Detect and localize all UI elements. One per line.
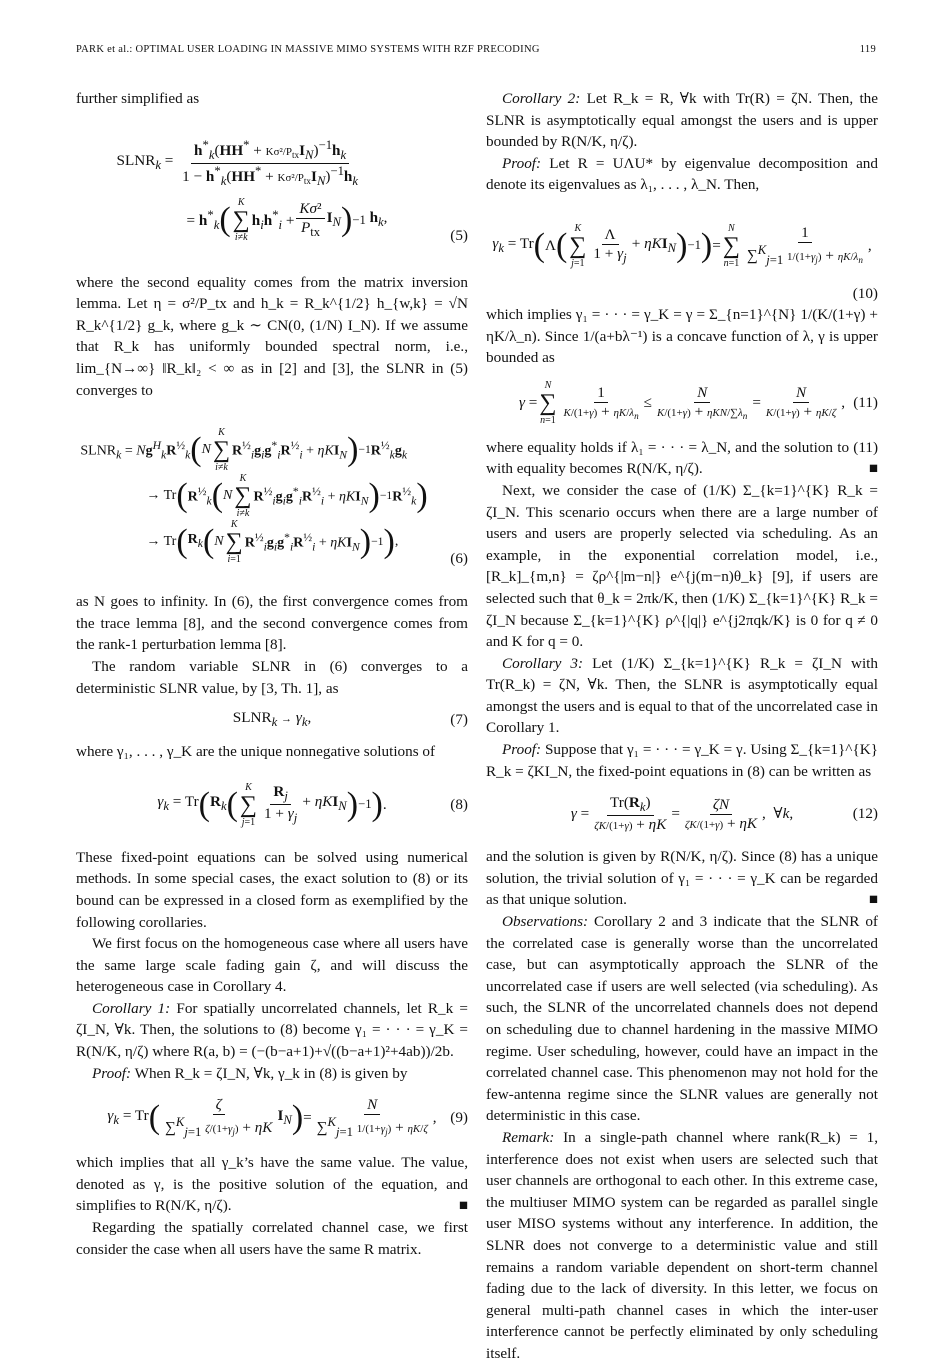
qed-mark: ■ — [868, 460, 878, 478]
running-head: PARK et al.: OPTIMAL USER LOADING IN MASSIVE MIMO SYSTEMS WITH RZF PRECODING — [76, 44, 540, 55]
corollary-title: Corollary 2: — [502, 90, 581, 107]
proof-title: Proof: — [502, 741, 542, 759]
right-column — [486, 88, 878, 1365]
equation-number: (8) — [450, 795, 468, 813]
left-column — [76, 88, 468, 1260]
corollary-1 — [76, 998, 468, 1063]
equation-number: (5) — [450, 226, 468, 244]
equation-9: $\gamma_k = Tr$ ( $\frac{\zeta}{\sum^K_{j=1} \zeta/(1+\gamma_j) + \eta K}$ $I_N$ ) = $\frac{N}{\sum^K_{j=1} 1/(1+\gamma_j) + \eta K/\zeta}$ , (9) — [107, 1095, 468, 1140]
paragraph: where equality holds if λ₁ = · · · = λ_N, and the solution to (11) with equality becomes R(N/K, η/ζ). ■ — [486, 437, 878, 480]
paragraph: The random variable SLNR in (6) converges to a deterministic SLNR value, by [3, Th. 1], as — [76, 657, 468, 697]
remark — [486, 1127, 878, 1365]
qed-mark: ■ — [868, 891, 878, 909]
proof-text: Let R = UΛU* by eigenvalue decomposition and denote its eigenvalues as λ₁, . . . , λ_N. Then, — [486, 154, 878, 194]
proof-text: When R_k = ζI_N, ∀k, γ_k in (8) is given by — [131, 1064, 408, 1082]
proof-title: Proof: — [92, 1064, 132, 1082]
equation-6: $SLNR_k = Ng^H_kR^{\frac{1}{2}}_k$ ( N K ∑ i≠k $R^{\frac{1}{2}}_ig_ig^*_iR^{\frac{1}{2}}_i + \eta KI_N$ ) −1 $R^{\frac{1}{2}}_kg_k$ → Tr ( $R^{\frac{1}{2}}_k$ ( N K ∑ i≠k $R^{\frac{1}{2}}_ig_ig^*_iR^{\frac{1}{2}}_i + \eta KI_N$ ) −1 $R^{\frac{1}{2}}_k$ ) → Tr ( $R_k$ ( N K ∑ i=1 $R^{\frac{1}{2}}_ig_ig^*_iR^{\frac{1}{2}}_i + \eta KI_N$ ) −1 ) , (6) — [76, 407, 468, 585]
remark-title: Remark: — [502, 1128, 555, 1146]
paragraph: which implies γ₁ = · · · = γ_K = γ = Σ_{n=1}^{N} 1/(K/(1+γ) + ηK/λ_n). Since 1/(a+bλ⁻¹) is a concave function of λ, γ is upper bounded as — [486, 305, 878, 367]
proof-3 — [486, 739, 878, 782]
corollary-title: Corollary 3: — [502, 654, 584, 672]
proof-2 — [486, 153, 878, 196]
paragraph: and the solution is given by R(N/K, η/ζ). Since (8) has a unique solution, the trivial solution of γ₁ = · · · = γ_K can be regarded as that unique solution. ■ — [486, 846, 878, 911]
equation-8: $\gamma_k = Tr$ ( $R_k$ ( K ∑ j=1 $\frac{R_j}{1 + \gamma_j}$ + ηKI$_N$ ) −1 ) . (8) — [157, 781, 468, 828]
corollary-text: For spatially uncorrelated channels, let R_k = ζI_N, ∀k. Then, the solutions to (8) become γ₁ = · · · = γ_K = R(N/K, η/ζ) where R(a, b) = (−(b−a+1)+√((b−a+1)²+4ab))/2b. — [76, 999, 468, 1061]
equation-12: γ = $\frac{Tr(R_k)}{\zeta K/(1+\gamma) + \eta K}$ = $\frac{\zeta N}{\zeta K/(1+\gamma) + \eta K}$ , ∀ k , (12) — [570, 794, 878, 834]
page-number: 119 — [859, 44, 876, 55]
proof-title: Proof: — [502, 154, 542, 172]
equation-7: $SLNR_k \to \gamma_k$, (7) — [76, 705, 468, 735]
corollary-text: Let (1/K) Σ_{k=1}^{K} R_k = ζI_N with Tr(R_k) = ζN, ∀k. Then, the SLNR is asymptotically equal amongst the users and is equal to that of the uncorrelated case in Corollary 1. — [486, 654, 878, 737]
paragraph: Next, we consider the case of (1/K) Σ_{k=1}^{K} R_k = ζI_N. This scenario occurs when there are a large number of users and users are properly selected via scheduling. As an example, in the exponential correlation model, i.e., [R_k]_{m,n} = ζρ^{|m−n|} e^{j(m−n)θ_k} [9], if users are selected such that θ_k = 2πk/K, then (1/K) Σ_{k=1}^{K} R_k = ζI_N because Σ_{k=1}^{K} ρ^{|q|} e^{j2πqk/K} is 0 for q ≠ 0 and K for q = 0. — [486, 481, 878, 651]
paragraph: further simplified as — [76, 90, 200, 107]
qed-mark: ■ — [458, 1197, 468, 1215]
paragraph: where the second equality comes from the matrix inversion lemma. Let η = σ²/P_tx and h_k = R_k^{1/2} h_{w,k} = √N R_k^{1/2} g_k, where g_k ∼ CN(0, (1/N) I_N). If we assume that R_k has uniformly bounded spectral norm, i.e., lim_{N→∞} ‖R_k‖₂ < ∞ as in [2] and [3], the SLNR in (5) converges to — [76, 273, 468, 399]
paragraph: We first focus on the homogeneous case where all users have the same large scale fading gain ζ, and will discuss the heterogeneous case in Corollary 4. — [76, 935, 468, 996]
running-header — [76, 44, 876, 60]
observations-text: Corollary 2 and 3 indicate that the SLNR of the correlated case is generally worse than the uncorrelated case, but can asymptotically approach the SLNR of the uncorrelated case if users are well selected (via scheduling). As such, the SLNR of the uncorrelated channels does not depend on scheduling due to channel hardening in the massive MIMO regime. User scheduling, however, could have an impact in the correlated channel case. This phenomenon may not hold for the few-antenna regime since the SLNR values are generally not deterministic in this case. — [486, 913, 878, 1125]
corollary-2 — [486, 88, 878, 153]
paragraph: where γ₁, . . . , γ_K are the unique nonnegative solutions of — [76, 743, 436, 761]
equation-5: $SLNR_k$ = $\frac{h^*_k(HH^* + K\sigma^2/P_{tx}I_N)^{-1}h_k}{1 - h^*_k(HH^* + K\sigma^2/P_{tx}I_N)^{-1}h_k}$ = $h^*_k$ ( K ∑ i≠k $h_ih^*_i$ + $\frac{\text{Kσ²}}{P_{tx}}$ $I_N$ ) −1 $h_k$, (5) — [76, 116, 468, 266]
corollary-3 — [486, 653, 878, 739]
observations — [486, 911, 878, 1127]
paragraph: Regarding the spatially correlated channel case, we first consider the case when all users have the same R matrix. — [76, 1219, 468, 1258]
observations-title: Observations: — [502, 913, 589, 931]
paragraph: which implies that all γ_k’s have the same value. The value, denoted as γ, is the positive solution of the equation, and simplifies to R(N/K, η/ζ). ■ — [76, 1152, 468, 1217]
corollary-title: Corollary 1: — [92, 999, 171, 1017]
paragraph: as N goes to infinity. In (6), the first convergence comes from the trace lemma [8], and the second convergence comes from the rank-1 perturbation lemma [8]. — [76, 593, 468, 654]
equation-number: (11) — [853, 393, 878, 411]
equation-number: (12) — [852, 805, 878, 823]
proof-text: Suppose that γ₁ = · · · = γ_K = γ. Using Σ_{k=1}^{K} R_k = ζKI_N, the fixed-point equations in (8) can be written as — [486, 741, 878, 780]
equation-10: $\gamma_k = Tr$ ( Λ ( K ∑ j=1 $\frac{\Lambda}{1 + \gamma_j}$ + ηKI$_N$ ) −1 ) = N ∑ n=1 $\frac{1}{\sum^K_{j=1} 1/(1+\gamma_j) + \eta K/\lambda_n}$ , (10) — [486, 202, 878, 290]
remark-text: In a single-path channel where rank(R_k) = 1, interference does not exist when users are selected such that user channels are orthogonal to each other. In this extreme case, the multiuser MIMO system can be regarded as parallel single user MISO systems without any interference. In addition, the SLNR does not converge to a deterministic value and still remains a random variable dependent on short-term channel fading due to the lack of diversity. In this letter, we focus on general multi-path channel cases in which the inter-user interference cannot be perfectly eliminated by only scheduling itself. — [486, 1128, 878, 1362]
equation-number: (10) — [852, 285, 878, 303]
equation-number: (9) — [450, 1109, 468, 1127]
paragraph: These fixed-point equations can be solved using numerical methods. In some special cases, the exact solution to (8) or its bound can be expressed in a closed form as exemplified by the following corollaries. — [76, 848, 468, 931]
corollary-text: Let R_k = R, ∀k with Tr(R) = ζN. Then, the SLNR is asymptotically equal amongst the users and is upper bounded by R(N/K, η/ζ). — [486, 90, 878, 151]
equation-11: γ = N ∑ n=1 $\frac{1}{K/(1+\gamma) + \eta K/\lambda_n}$ ≤ $\frac{N}{K/(1+\gamma) + \eta KN/\sum\lambda_n}$ = $\frac{N}{K/(1+\gamma) + \eta K/\zeta}$ , (11) — [518, 379, 878, 426]
proof-1 — [76, 1063, 468, 1085]
equation-number: (7) — [450, 711, 468, 729]
equation-number: (6) — [450, 550, 468, 568]
